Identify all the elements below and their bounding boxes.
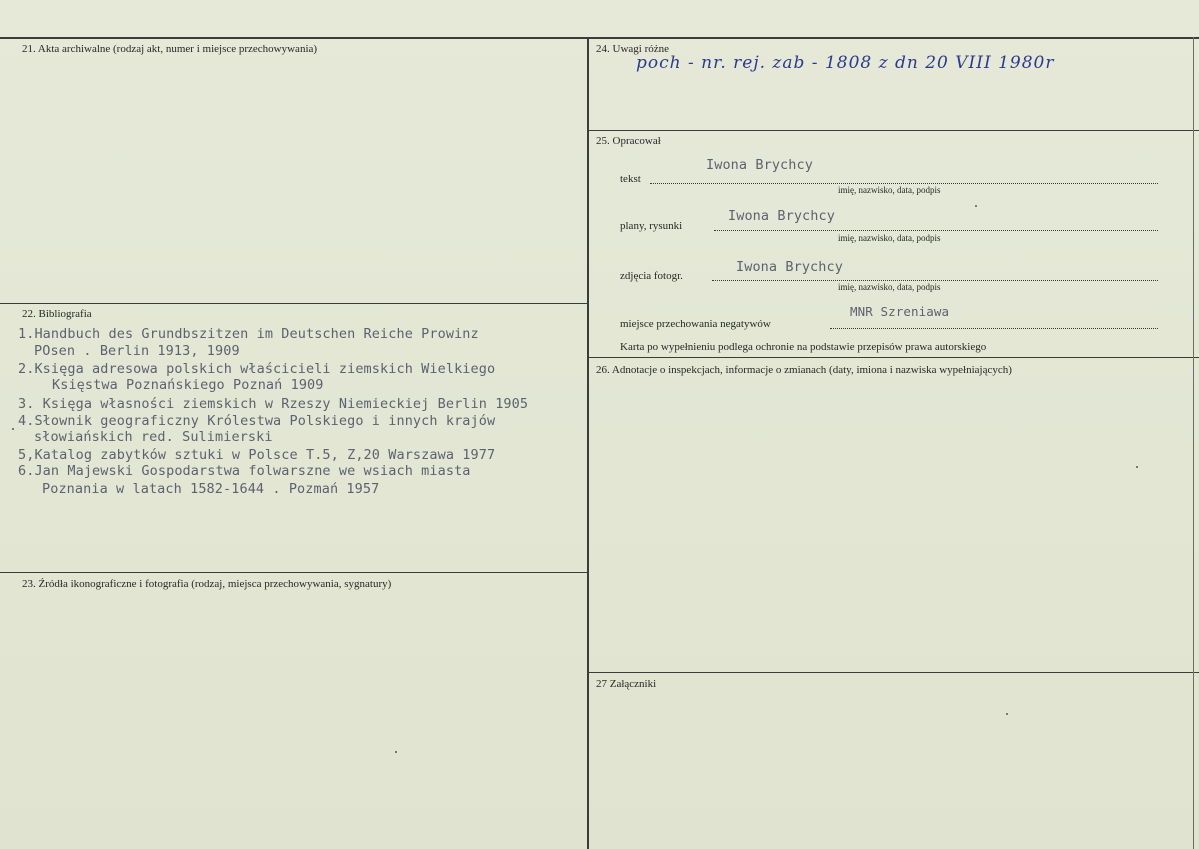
section-21-label: 21. Akta archiwalne (rodzaj akt, numer i miejsce przechowywania) <box>22 43 318 55</box>
plany-hint: imię, nazwisko, data, podpis <box>838 233 941 243</box>
tekst-label: tekst <box>620 173 641 185</box>
bibliography-line-7: słowiańskich red. Sulimierski <box>34 429 273 445</box>
bibliography-line-5: 3. Księga własności ziemskich w Rzeszy Niemieckiej Berlin 1905 <box>18 396 529 412</box>
paper-speck <box>975 205 977 207</box>
tekst-hint: imię, nazwisko, data, podpis <box>838 185 941 195</box>
bibliography-line-4: Księstwa Poznańskiego Poznań 1909 <box>52 377 324 393</box>
section-25-label: 25. Opracował <box>596 135 661 147</box>
section-22-label: 22. Bibliografia <box>22 308 92 320</box>
section-27-label: 27 Załączniki <box>596 678 657 690</box>
divider-25-26 <box>588 357 1199 358</box>
top-border-line <box>0 37 1199 39</box>
divider-21-22 <box>0 303 588 304</box>
section-26-label: 26. Adnotacje o inspekcjach, informacje o zmianach (daty, imiona i nazwiska wypełniających) <box>596 364 1012 376</box>
negatywy-label: miejsce przechowania negatywów <box>620 318 771 330</box>
zdjecia-label: zdjęcia fotogr. <box>620 270 683 282</box>
section-23-label: 23. Źródła ikonograficzne i fotografia (rodzaj, miejsca przechowywania, sygnatury) <box>22 578 392 590</box>
zdjecia-hint: imię, nazwisko, data, podpis <box>838 282 941 292</box>
divider-22-23 <box>0 572 588 573</box>
zdjecia-value: Iwona Brychcy <box>736 259 843 275</box>
plany-value: Iwona Brychcy <box>728 208 835 224</box>
paper-speck <box>1006 713 1008 715</box>
paper-speck <box>1136 466 1138 468</box>
paper-speck <box>12 428 14 430</box>
bibliography-line-6: 4.Słownik geograficzny Królestwa Polskiego i innych krajów <box>18 413 496 429</box>
zdjecia-dotted-line <box>712 280 1158 281</box>
bibliography-line-10: Poznania w latach 1582-1644 . Pozmań 1957 <box>42 481 380 497</box>
bibliography-line-8: 5,Katalog zabytków sztuki w Polsce T.5, Z,20 Warszawa 1977 <box>18 447 496 463</box>
paper-speck <box>395 751 397 753</box>
bibliography-line-9: 6.Jan Majewski Gospodarstwa folwarszne we wsiach miasta <box>18 463 471 479</box>
right-edge-line <box>1193 37 1194 849</box>
plany-dotted-line <box>714 230 1158 231</box>
negatywy-value: MNR Szreniawa <box>850 304 950 319</box>
remarks-handwritten-note: poch - nr. rej. zab - 1808 z dn 20 VIII 1980r <box>636 53 1055 73</box>
bibliography-line-1: 1.Handbuch des Grundbszitzen im Deutschen Reiche Prowinz <box>18 326 479 342</box>
divider-24-25 <box>588 130 1199 131</box>
plany-label: plany, rysunki <box>620 220 683 232</box>
copyright-note: Karta po wypełnieniu podlega ochronie na podstawie przepisów prawa autorskiego <box>620 341 987 353</box>
negatywy-dotted-line <box>830 328 1158 329</box>
center-divider-line <box>587 37 589 849</box>
tekst-value: Iwona Brychcy <box>706 157 813 173</box>
bibliography-line-2: POsen . Berlin 1913, 1909 <box>34 343 240 359</box>
tekst-dotted-line <box>650 183 1158 184</box>
divider-26-27 <box>588 672 1199 673</box>
section-24-label: 24. Uwagi różne <box>596 43 670 55</box>
bibliography-line-3: 2.Księga adresowa polskich właścicieli ziemskich Wielkiego <box>18 361 496 377</box>
